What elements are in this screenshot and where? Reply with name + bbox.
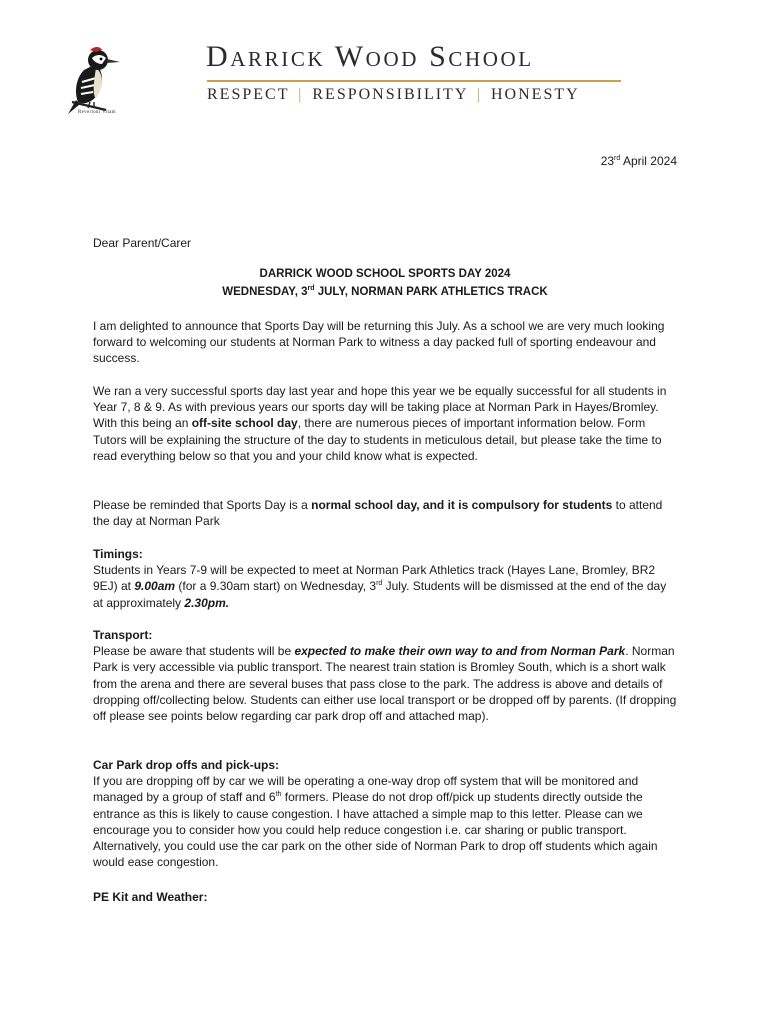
- intro-paragraph: I am delighted to announce that Sports Day will be returning this July. As a school we are very much looking forward to welcoming our students at Norman Park to witness a day packed full of sporting endeavour and success.: [93, 319, 665, 366]
- timings-title: Timings:: [93, 547, 143, 561]
- compulsory-paragraph: Please be reminded that Sports Day is a normal school day, and it is compulsory for students to attend the day at Norman Park: [93, 498, 663, 529]
- header-divider: [207, 80, 621, 82]
- transport-text: Please be aware that students will be expected to make their own way to and from Norman Park. Norman Park is very accessible via public transport. The nearest train station is Bromley South, which is a short walk from the arena and there are several buses that pass close to the park. The address is above and details of dropping off/collecting below. Students can either use local transport or be dropped off by parents. (If dropping off please see points below regarding car park drop off and attached map).: [93, 644, 677, 724]
- crest-motto: Reveriour Vitam: [78, 110, 116, 115]
- salutation: Dear Parent/Carer: [93, 236, 192, 250]
- timings-text: Students in Years 7-9 will be expected to meet at Norman Park Athletics track (Hayes Lane, Bromley, BR2 9EJ) at 9.00am (for a 9.30am start) on Wednesday, 3rd July. Students will be dismissed at the end of the day at approximately 2.30pm.: [93, 563, 667, 610]
- value-separator: |: [476, 86, 482, 103]
- transport-section: [93, 627, 677, 724]
- woodpecker-crest-icon: [62, 40, 140, 118]
- value-honesty: HONESTY: [491, 86, 580, 103]
- school-values: [207, 86, 580, 104]
- sports-day-info-paragraph: We ran a very successful sports day last year and hope this year we be equally successful for all students in Year 7, 8 & 9. As with previous years our sports day will be taking place at Norman Park in Hayes/Bromley. With this being an off-site school day, there are numerous pieces of important information below. Form Tutors will be explaining the structure of the day to students in meticulous detail, but please take the time to read everything below so that you and your child know what is expected.: [93, 384, 667, 463]
- school-name: Darrick Wood School: [206, 40, 534, 73]
- letter-heading-line2: WEDNESDAY, 3rd JULY, NORMAN PARK ATHLETICS TRACK: [222, 285, 548, 298]
- value-respect: RESPECT: [207, 86, 290, 103]
- value-responsibility: RESPONSIBILITY: [312, 86, 468, 103]
- transport-title: Transport:: [93, 628, 153, 642]
- letter-heading-line1: DARRICK WOOD SCHOOL SPORTS DAY 2024: [259, 268, 511, 280]
- car-park-text: If you are dropping off by car we will be operating a one-way drop off system that will be monitored and managed by a group of staff and 6th formers. Please do not drop off/pick up students directly outside the entrance as this is likely to cause congestion. I have attached a simple map to this letter. Please can we encourage you to consider how you could help reduce congestion i.e. car sharing or public transport. Alternatively, you could use the car park on the other side of Norman Park to drop off students which again would ease congestion.: [93, 774, 658, 870]
- pe-kit-title: PE Kit and Weather:: [93, 890, 208, 904]
- letter-date: 23rd April 2024: [600, 154, 677, 168]
- car-park-section: [93, 757, 677, 870]
- value-separator: |: [298, 86, 304, 103]
- car-park-title: Car Park drop offs and pick-ups:: [93, 758, 280, 772]
- timings-section: [93, 546, 677, 611]
